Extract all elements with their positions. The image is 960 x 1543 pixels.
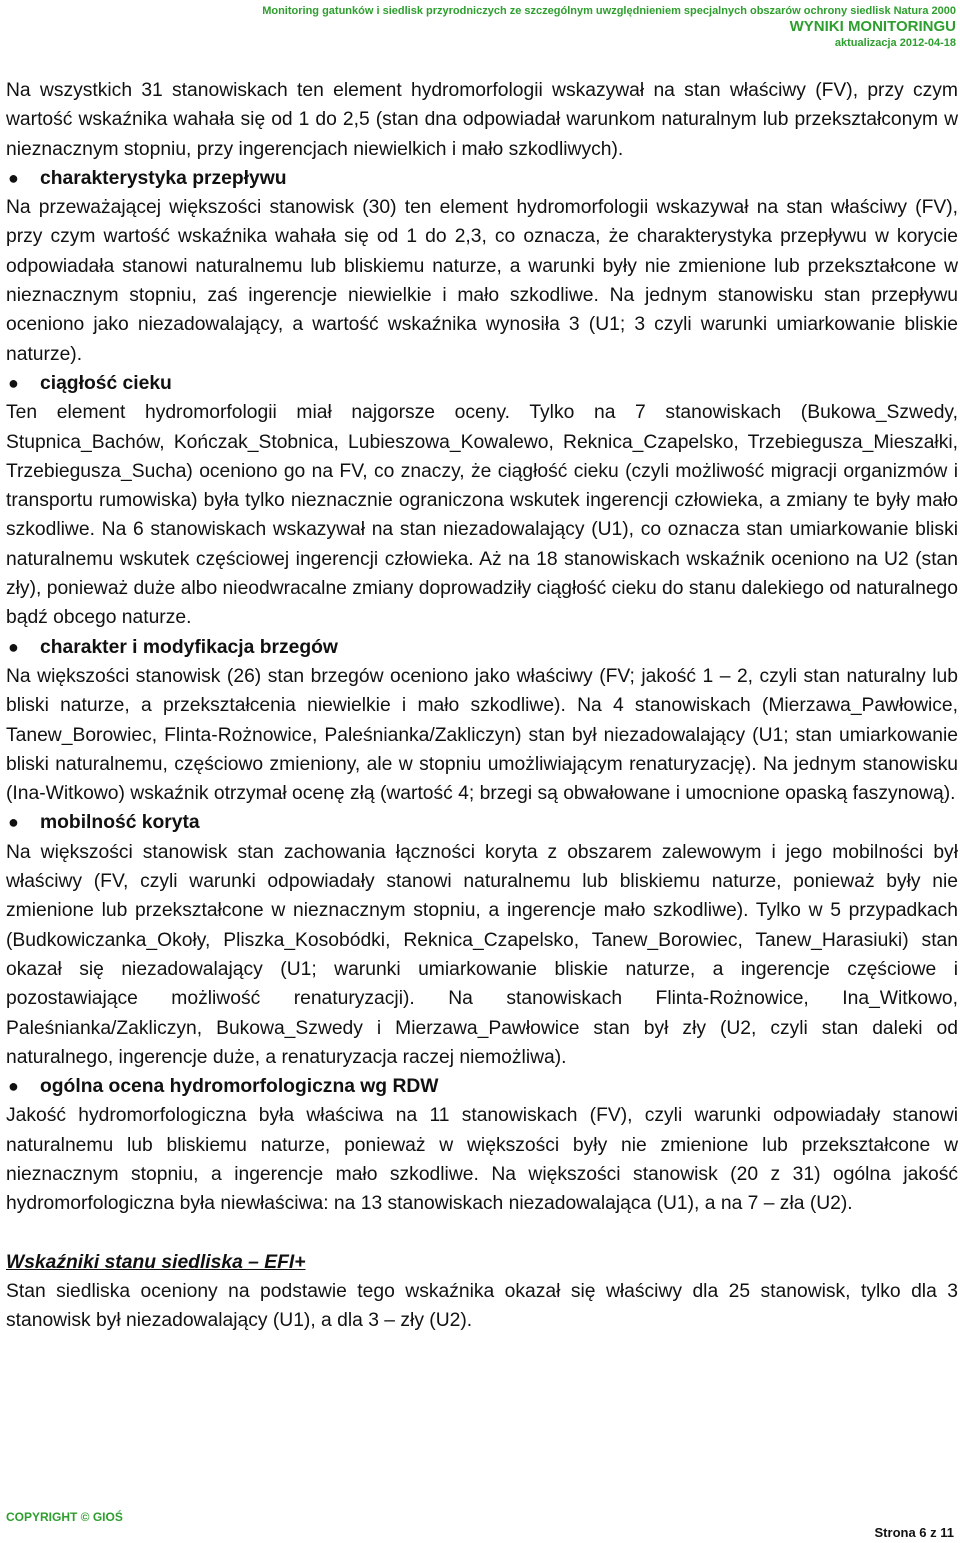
bullet-title: charakterystyka przepływu — [40, 167, 287, 189]
bullet-icon: ● — [8, 636, 19, 657]
bullet-heading — [6, 369, 958, 398]
bullet-heading — [6, 633, 958, 662]
paragraph: Na większości stanowisk (26) stan brzegów oceniono jako właściwy (FV; jakość 1 – 2, czyli stan naturalny lub bliski naturze, a przekształcenia niewielkie i mało szkodliwe). Na 4 stanowiskach (Mierzawa_Pawłowice, Tanew_Borowiec, Flinta-Rożnowice, Paleśnianka/Zakliczyn) stan był niezadowalający (U1; stan umiarkowanie bliski naturalnemu, częściowo zmieniony, ale w stopniu umożliwiającym renaturyzację). Na jednym stanowisku (Ina-Witkowo) wskaźnik otrzymał ocenę złą (wartość 4; brzegi są obwałowane i umocnione opaską faszynową). — [6, 665, 958, 805]
paragraph: Ten element hydromorfologii miał najgorsze oceny. Tylko na 7 stanowiskach (Bukowa_Szwedy, Stupnica_Bachów, Kończak_Stobnica, Lubieszowa_Kowalewo, Reknica_Czapelsko, Trzebiegusza_Mieszałki, Trzebiegusza_Sucha) oceniono go na FV, co znaczy, że ciągłość cieku (czyli możliwość migracji organizmów i transportu rumowiska) była tylko nieznacznie ograniczona wskutek ingerencji człowieka, a zmiany te były mało szkodliwe. Na 6 stanowiskach wskazywał na stan niezadowalający (U1), co oznacza stan umiarkowanie bliski naturalnemu wskutek częściowej ingerencji człowieka. Aż na 18 stanowiskach wskaźnik oceniono na U2 (stan zły), ponieważ duże albo nieodwracalne zmiany doprowadziły ciągłość cieku do stanu dalekiego od naturalnego bądź obcego naturze. — [6, 402, 958, 629]
header-update-date: aktualizacja 2012-04-18 — [834, 37, 956, 49]
spacer — [6, 1219, 958, 1248]
bullet-icon: ● — [8, 167, 19, 188]
bullet-title: charakter i modyfikacja brzegów — [40, 636, 338, 658]
section-title: Wskaźniki stanu siedliska – EFI+ — [6, 1251, 306, 1273]
footer-page-number: Strona 6 z 11 — [874, 1525, 954, 1540]
header-project-title: Monitoring gatunków i siedlisk przyrodniczych ze szczególnym uwzględnieniem specjalnych obszarów ochrony siedlisk Natura 2000 — [262, 5, 956, 17]
paragraph: Na przeważającej większości stanowisk (30) ten element hydromorfologii wskazywał na stan właściwy (FV), przy czym wartość wskaźnika wahała się od 1 do 2,3, co oznacza, że charakterystyka przepływu w korycie odpowiadała stanowi naturalnemu lub bliskiemu naturze, a warunki były nie zmienione lub przekształcone w nieznacznym stopniu, zaś ingerencje niewielkie i mało szkodliwe. Na jednym stanowisku stan przepływu oceniono jako niezadowalający, a wartość wskaźnika wynosiła 3 (U1; 3 czyli warunki umiarkowanie bliskie naturze). — [6, 197, 958, 365]
intro-paragraph: Na wszystkich 31 stanowiskach ten element hydromorfologii wskazywał na stan właściwy (FV), przy czym wartość wskaźnika wahała się od 1 do 2,5 (stan dna odpowiadał warunkom naturalnym lub przekształconym w nieznacznym stopniu, przy ingerencjach niewielkich i mało szkodliwych). — [6, 80, 958, 160]
document-body — [6, 76, 958, 1335]
bullet-icon: ● — [8, 812, 19, 833]
section-paragraph: Stan siedliska oceniony na podstawie tego wskaźnika okazał się właściwy dla 25 stanowisk, tylko dla 3 stanowisk był niezadowalający (U1), a dla 3 – zły (U2). — [6, 1280, 958, 1332]
paragraph: Jakość hydromorfologiczna była właściwa na 11 stanowiskach (FV), czyli warunki odpowiadały stanowi naturalnemu lub bliskiemu naturze, ponieważ w większości były nie zmienione lub przekształcone w nieznacznym stopniu, a ingerencje mało szkodliwe. Na większości stanowisk (20 z 31) ogólna jakość hydromorfologiczna była niewłaściwa: na 13 stanowiskach niezadowalająca (U1), a na 7 – zła (U2). — [6, 1105, 958, 1215]
bullet-title: ogólna ocena hydromorfologiczna wg RDW — [40, 1076, 439, 1098]
bullet-heading — [6, 808, 958, 837]
bullet-icon: ● — [8, 372, 19, 393]
footer-copyright: COPYRIGHT © GIOŚ — [6, 1510, 123, 1524]
bullet-title: ciągłość cieku — [40, 372, 172, 394]
bullet-icon: ● — [8, 1076, 19, 1097]
bullet-heading — [6, 164, 958, 193]
header-section-title: WYNIKI MONITORINGU — [789, 18, 956, 35]
bullet-title: mobilność koryta — [40, 812, 200, 834]
page-header — [262, 4, 956, 50]
paragraph: Na większości stanowisk stan zachowania łączności koryta z obszarem zalewowym i jego mobilności był właściwy (FV, czyli warunki odpowiadały stanowi naturalnemu lub bliskiemu naturze, ponieważ były nie zmienione lub przekształcone w nieznacznym stopniu, a ingerencje mało szkodliwe). Tylko w 5 przypadkach (Budkowiczanka_Okoły, Pliszka_Kosobódki, Reknica_Czapelsko, Tanew_Borowiec, Tanew_Harasiuki) stan okazał się niezadowalający (U1; warunki umiarkowanie bliskie naturze, a ingerencje częściowe i pozostawiające możliwość renaturyzacji). Na stanowiskach Flinta-Rożnowice, Ina_Witkowo, Paleśnianka/Zakliczyn, Bukowa_Szwedy i Mierzawa_Pawłowice stan był zły (U2, czyli stan daleki od naturalnego, ingerencje duże, a renaturyzacja raczej niemożliwa). — [6, 841, 958, 1068]
bullet-heading — [6, 1072, 958, 1101]
